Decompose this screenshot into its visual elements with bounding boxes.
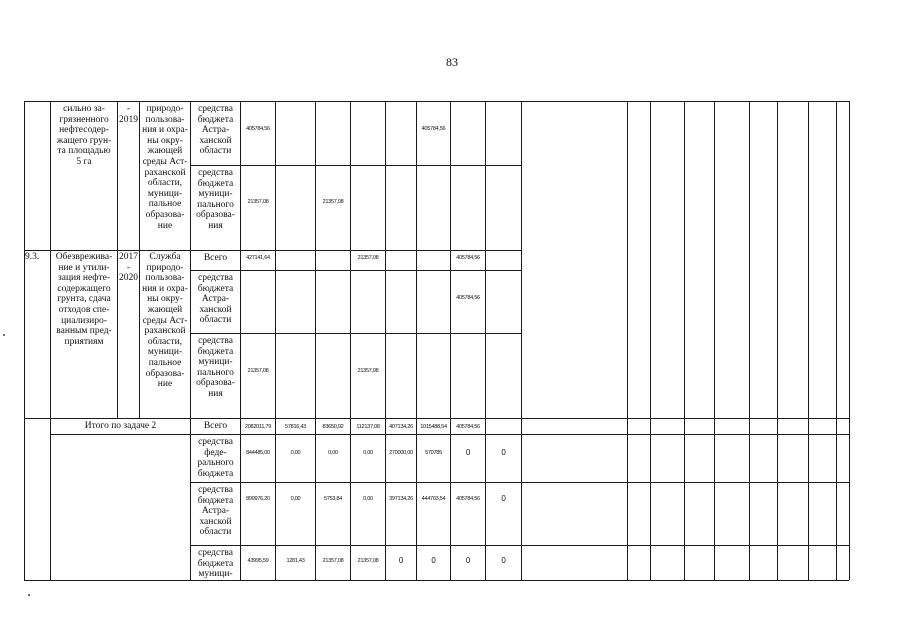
cell-itogo-value: 112137,08 — [356, 424, 380, 430]
cell-itogo-value: 0,00 — [290, 450, 301, 456]
cell-row-a-regional-year: 405784,56 — [421, 126, 446, 132]
cell-row-93-source-total: Всего — [203, 253, 228, 263]
cell-itogo-value: 0 — [465, 448, 471, 457]
cell-itogo-label: Итого по задаче 2 — [84, 421, 157, 431]
cell-row-93-total-last: 405784,56 — [456, 255, 480, 261]
cell-itogo-value: 407134,26 — [389, 424, 413, 430]
cell-row-93-municipal-total: 21357,08 — [247, 368, 269, 374]
cell-itogo-value: 899976,20 — [246, 496, 270, 502]
cell-row-a-municipal-year: 21357,08 — [322, 199, 344, 205]
cell-row-93-municipal-mid: 21357,08 — [357, 368, 379, 374]
cell-itogo-value: 0 — [398, 556, 404, 565]
cell-itogo-value: 0,00 — [363, 496, 373, 502]
cell-itogo-value: 0,00 — [328, 450, 338, 456]
cell-row-a-source-municipal: средства бюджета муници- пального образова- ния — [196, 168, 235, 231]
scan-speck — [3, 334, 5, 336]
cell-itogo-source: средства бюджета муници- — [197, 548, 234, 580]
cell-itogo-source: средства бюджета Астра- ханской области — [197, 485, 234, 538]
cell-row-93-source-regional: средства бюджета Астра- ханской области — [197, 273, 234, 326]
cell-row-a-executor: природо- пользова- ния и охра- ны окру- жающей среды Аст- раханской области, муници- пальное образова- ние — [142, 104, 188, 231]
cell-row-a-name: сильно за- грязненного нефтесодер- жащего грун- та площадью 5 га — [56, 104, 112, 167]
cell-row-a-source-regional: средства бюджета Астра- ханской области — [197, 104, 234, 157]
cell-itogo-value: 844485,00 — [246, 450, 270, 456]
cell-itogo-value: 0 — [501, 494, 506, 503]
cell-row-93-source-municipal: средства бюджета муници- пального образова- ния — [196, 336, 235, 399]
cell-itogo-value: 83650,92 — [322, 424, 344, 430]
cell-itogo-value: 43995,59 — [247, 558, 269, 564]
cell-row-93-regional-last: 405784,56 — [456, 295, 480, 301]
cell-row-93-total-mid: 21357,08 — [357, 255, 379, 261]
cell-row-93-period: 2017 - 2020 — [119, 252, 138, 284]
cell-itogo-source: средства феде- рального бюджета — [197, 437, 234, 479]
cell-itogo-value: 444703,54 — [421, 496, 446, 502]
cell-itogo-value: 0,00 — [363, 450, 373, 456]
cell-itogo-value: 570785 — [425, 450, 442, 456]
cell-itogo-value: 0 — [465, 556, 471, 565]
cell-itogo-value: 0,00 — [290, 496, 301, 502]
cell-row-a-period: - 2019 — [119, 104, 138, 125]
cell-itogo-value: 270000,00 — [389, 450, 413, 456]
cell-itogo-value: 21357,08 — [357, 558, 379, 564]
cell-itogo-value: 405784,56 — [456, 496, 480, 502]
cell-itogo-value: 397134,26 — [389, 496, 413, 502]
cell-itogo-value: 1281,43 — [286, 558, 305, 564]
cell-itogo-value: 57816,43 — [285, 424, 306, 430]
scan-speck — [28, 594, 30, 596]
cell-itogo-value: 0 — [431, 556, 436, 565]
cell-itogo-value: 0 — [501, 448, 506, 457]
cell-row-a-municipal-total: 21357,08 — [247, 199, 269, 205]
cell-row-93-num: 9.3. — [25, 252, 40, 262]
cell-itogo-value: 0 — [501, 556, 506, 565]
cell-itogo-value: 2082011,79 — [244, 424, 272, 430]
cell-itogo-source: Всего — [203, 421, 228, 431]
cell-row-93-total: 427141,64 — [246, 255, 270, 261]
cell-row-93-executor: Служба природо- пользова- ния и охра- ны окру- жающей среды Аст- раханской области, муници- пальное образова- ние — [142, 252, 188, 390]
cell-row-93-name: Обезврежива- ние и утили- зация нефте- содержащего грунта, сдача отходов спе- циализиро- ванным пред- приятиям — [55, 252, 113, 347]
cell-row-a-regional-total: 405784,56 — [246, 126, 270, 132]
cell-itogo-value: 405784,56 — [456, 424, 480, 430]
cell-itogo-value: 5753,84 — [323, 496, 343, 502]
cell-itogo-value: 21357,08 — [322, 558, 344, 564]
cell-itogo-value: 1015488,54 — [420, 424, 447, 430]
page-number: 83 — [446, 55, 458, 69]
